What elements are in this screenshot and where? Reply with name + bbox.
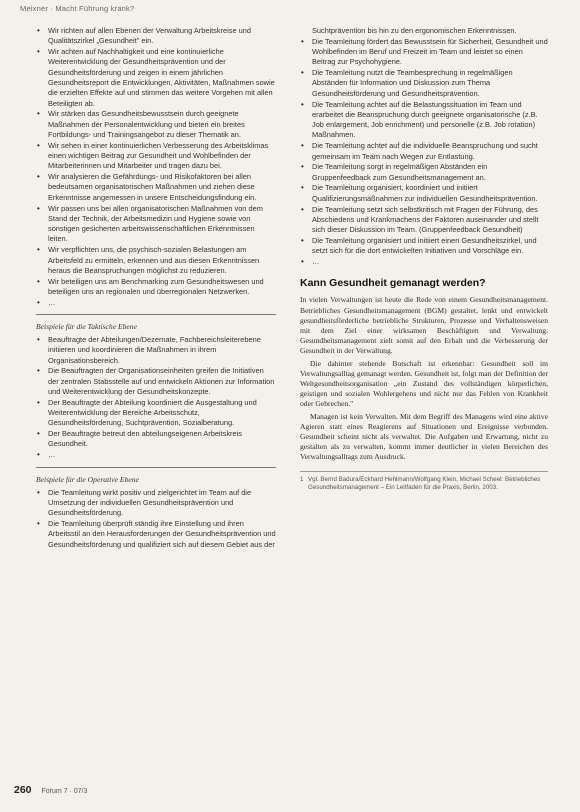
bullet-icon: • <box>37 47 40 57</box>
list-item: • Die Teamleitung fördert das Bewusstsein für Sicherheit, Gesundheit und Wohlbefinden im Beruf und Freizeit im Team und leistet so einen Beitrag zur Psychohygiene. <box>301 36 548 67</box>
page-footer <box>14 784 87 796</box>
section-title: Kann Gesundheit gemanagt werden? <box>300 277 486 290</box>
bullet-icon: • <box>301 235 304 245</box>
list-item: • Wir beteiligen uns am Benchmarking zum Gesundheitswesen und beteiligen uns an regionalen und überregionalen Netzwerken. <box>37 276 264 296</box>
list-item: • Die Teamleitung sorgt in regelmäßigen Abständen ein Gruppenfeedback zum Gesundheitsmanagement an. <box>301 162 488 182</box>
list-item: • … <box>301 257 320 267</box>
bullet-list-b <box>36 335 276 461</box>
bullet-icon: • <box>301 183 304 193</box>
list-item: • Wir stärken das Gesundheitsbewusstsein durch geeignete Maßnahmen der Personalentwicklung und bieten ein breites Fortbildungs- und Trainingsangebot zu dieser Thematik an. <box>37 109 245 139</box>
list-item: • Die Teamleitung wirkt positiv und zielgerichtet im Team auf die Umsetzung der individuellen Gesundheitsprävention und Gesundheitsförderung. <box>37 487 252 518</box>
list-item: • Die Beauftragten der Organisationseinheiten greifen die Initiativen der zentralen Stabsstelle auf und entwickeln Aktionen zur Information und Weiterentwicklung der Gesundheitskonzepte. <box>37 366 275 396</box>
bullet-list-c <box>36 488 276 550</box>
bullet-icon: • <box>37 297 40 307</box>
bullet-icon: • <box>37 245 40 255</box>
list-item: • Die Teamleitung organisiert, koordiniert und initiiert Qualifizierungsmaßnahmen zur individuellen Gesundheitsprävention. <box>301 183 538 203</box>
bullet-icon: • <box>37 366 40 376</box>
bullet-icon: • <box>301 204 304 214</box>
journal-info: Forum 7 · 07/3 <box>41 788 88 795</box>
bullet-list-right <box>300 26 548 267</box>
footnote-number: 1 <box>300 475 304 483</box>
page-number: 260 <box>14 784 32 796</box>
footnote-text: Vgl. Bernd Badura/Eckhard Hehlmann/Wolfgang Klein, Michael Scheel: Betriebliches Gesundheitsmanagement – Ein Leitfaden für die Praxis, Berlin, 2003. <box>308 475 541 491</box>
list-item: • Wir analysieren die Gefährdungs- und Risikofaktoren bei allen bedeutsamen organisatorischen Maßnahmen und ziehen diese Erkenntnisse angemessen in unsere Entscheidungsfindung ein. <box>37 172 257 202</box>
list-item: • Wir passen uns bei allen organisatorischen Maßnahmen von dem Stand der Technik, der Arbeitsmedizin und Hygiene sowie von sonstigen gesicherten arbeitswissenschaftlichen Erkenntnissen leiten. <box>37 203 263 244</box>
footnote <box>300 471 548 492</box>
bullet-icon: • <box>301 141 304 151</box>
subheading-taktisch: Beispiele für die Taktische Ebene <box>36 322 137 332</box>
list-item: • Wir achten auf Nachhaltigkeit und eine kontinuierliche Weiterentwicklung der Gesundheitsprävention und der Gesundheitsförderung und zeigen in einem jährlichen Gesundheitsreport die Entwicklungen, Aktivitäten, Maßnahmen sowie die erzielten Effekte auf und stimmen das weitere Vorgehen mit allen Beteiligten ab. <box>37 47 275 108</box>
list-item: • Beauftragte der Abteilungen/Dezernate, Fachbereichsleiterebene initiieren und koordinieren die Maßnahmen in ihrem Organisationsbereich. <box>37 335 261 365</box>
list-item: • Die Teamleitung setzt sich selbstkritisch mit Fragen der Führung, des Abschiedens und Krankmachens der Faktoren auseinander und stellt sich dieser Diskussion im Team. (Gruppenfeedback Gesundheit) <box>301 204 539 235</box>
bullet-icon: • <box>37 203 40 213</box>
bullet-icon: • <box>37 518 40 528</box>
divider <box>36 314 276 315</box>
subheading-operativ: Beispiele für die Operative Ebene <box>36 474 139 484</box>
right-column <box>300 26 548 492</box>
list-item: • Wir richten auf allen Ebenen der Verwaltung Arbeitskreise und Qualitätszirkel „Gesundheit" ein. <box>37 26 251 46</box>
list-item: • Die Teamleitung achtet auf die Belastungssituation im Team und erarbeitet die Beanspruchung durch geeignete organisatorische (z.B. Job enlargement, Job enrichment) und personelle (z.B. Job rotation) Maßnahmen. <box>301 99 538 140</box>
bullet-icon: • <box>37 140 40 150</box>
bullet-icon: • <box>37 172 40 182</box>
bullet-icon: • <box>301 257 304 267</box>
paragraph: Managen ist kein Verwalten. Mit dem Begriff des Managens wird eine aktive Agieren statt eines Reagierens auf Situationen und Ereignisse verbunden. Gesundheit scheint nicht als verwaltet. Die Aufgaben und Erwartung, nicht zu gestalten als zu verwalten, kommt immer deutlicher in vielen Bereichen des Verwaltungsalltags zum Ausdruck. <box>300 411 548 462</box>
list-item: • … <box>37 450 56 460</box>
left-column <box>36 26 276 550</box>
bullet-list-a <box>36 26 276 308</box>
paragraph: Die dahinter stehende Botschaft ist erkennbar: Gesundheit soll im Verwaltungsalltag gemanagt werden. Gesundheit ist, folgt man der Definition der Weltgesundheitsorganisation „ein Zustand des vollständigen körperlichen, geistigen und sozialen Wohlergehens und nicht nur das Fehlen von Krankheit oder Gebrechen." <box>300 358 548 409</box>
bullet-icon: • <box>301 162 304 172</box>
bullet-icon: • <box>37 335 40 345</box>
bullet-icon: • <box>37 109 40 119</box>
list-item: • Die Teamleitung achtet auf die individuelle Beanspruchung und sucht gemeinsam im Team nach Wegen zur Entlastung. <box>301 141 538 161</box>
list-item: • Die Teamleitung nutzt die Teambesprechung in regelmäßigen Abständen für Information und Diskussion zum Thema Gesundheitsförderung und Gesundheitsprävention. <box>301 68 513 98</box>
bullet-icon: • <box>301 99 304 109</box>
list-item: • Die Teamleitung organisiert und initiiert einen Gesundheitszirkel, und setzt sich für die dort entwickelten Initiativen und Vorschläge ein. <box>301 235 537 256</box>
list-item: • Der Beauftragte betreut den abteilungseigenen Arbeitskreis Gesundheit. <box>37 429 242 449</box>
running-head: Meixner · Macht Führung krank? <box>20 4 135 13</box>
bullet-icon: • <box>301 68 304 78</box>
bullet-icon: • <box>37 26 40 35</box>
list-item-continued: Suchtprävention bis hin zu den ergonomischen Erkenntnissen. <box>312 26 517 35</box>
divider <box>36 467 276 468</box>
bullet-icon: • <box>301 36 304 46</box>
list-item: • Wir sehen in einer kontinuierlichen Verbesserung des Arbeitsklimas einen wichtigen Beitrag zur Gesundheit und Wohlbefinden der Mitarbeiterinnen und Mitarbeiter und tragen dazu bei. <box>37 140 269 171</box>
list-item: • Die Teamleitung überprüft ständig ihre Einstellung und ihren Arbeitsstil an den Herausforderungen der Gesundheitsprävention und Gesundheitsförderung und qualifiziert sich auf diesem Gebiet aus der <box>37 518 276 549</box>
bullet-icon: • <box>37 487 40 497</box>
bullet-icon: • <box>37 429 40 439</box>
paragraph: In vielen Verwaltungen ist heute die Rede von einem Gesundheitsmanagement. Betriebliches Gesundheitsmanagement (BGM) gestaltet, lenkt und entwickelt gesundheitsförderliche betriebliche Strukturen, Prozesse und Verhaltensweisen mit dem Ziel einer wirksamen Beschäftigten und Verwaltung. Gesundheitsmanagement zielt somit auf den Erhalt und die Verbesserung der Gesundheit in der Verwaltung. <box>300 295 548 356</box>
list-item: • Wir verpflichten uns, die psychisch-sozialen Belastungen am Arbeitsfeld zu ermitteln, erkennen und aus diesen Erkenntnissen heraus die Beanspruchungen möglichst zu reduzieren. <box>37 245 260 275</box>
bullet-icon: • <box>37 276 40 286</box>
list-item: • Der Beauftragte der Abteilung koordiniert die Ausgestaltung und Weiterentwicklung der Bereiche Arbeitsschutz, Gesundheitsförderung, Suchtprävention, Sozialberatung. <box>37 397 257 428</box>
bullet-icon: • <box>37 397 40 407</box>
bullet-icon: • <box>37 450 40 460</box>
list-item: • … <box>37 297 56 307</box>
